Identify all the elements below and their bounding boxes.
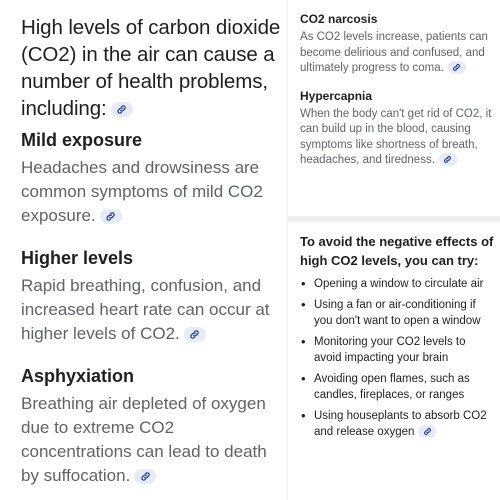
section-line: increased heart rate can occur at	[21, 300, 270, 319]
section-higher-levels	[21, 246, 287, 346]
section-mild-exposure	[21, 128, 287, 228]
condition-body	[300, 107, 492, 169]
section-title: Asphyxiation	[21, 366, 135, 386]
section-line: Rapid breathing, confusion, and	[21, 276, 262, 295]
section-line: due to extreme CO2	[21, 418, 175, 437]
condition-body	[300, 30, 492, 77]
link-icon	[443, 155, 452, 164]
link-icon	[105, 211, 116, 222]
list-item: • Using a fan or air-conditioning if you don't want to open a window	[300, 297, 494, 329]
section-title: Mild exposure	[21, 130, 143, 150]
link-icon	[452, 63, 461, 72]
link-icon	[189, 329, 200, 340]
source-link-button[interactable]	[448, 61, 466, 74]
section-line: concentrations can lead to death	[21, 442, 267, 461]
section-line-last	[21, 322, 287, 346]
list-item: • Monitoring your CO2 levels to avoid impacting your brain	[300, 334, 494, 366]
condition-body-text: When the body can't get rid of CO2, it can build up in the blood, causing symptoms like shortness of breath, headaches, and tiredness.	[300, 107, 492, 166]
source-link-button[interactable]	[418, 425, 436, 438]
prevention-heading: To avoid the negative effects of high CO2 levels, you can try:	[300, 234, 494, 268]
section-line-text: by suffocation.	[21, 466, 131, 485]
section-line-text: exposure.	[21, 206, 96, 225]
source-link-button[interactable]	[100, 209, 122, 224]
list-item: • Opening a window to circulate air	[300, 276, 494, 292]
condition-title: Hypercapnia	[300, 88, 373, 103]
section-line: Breathing air depleted of oxygen	[21, 394, 266, 413]
section-asphyxiation	[21, 364, 287, 488]
source-link-button[interactable]	[134, 469, 156, 484]
section-line: Headaches and drowsiness are	[21, 158, 260, 177]
section-line-last	[21, 204, 287, 228]
source-link-button[interactable]	[111, 102, 133, 117]
conditions-panel	[288, 0, 500, 216]
condition-title: CO2 narcosis	[300, 12, 378, 26]
prevention-list	[300, 276, 494, 440]
section-line: common symptoms of mild CO2	[21, 182, 263, 201]
section-line-last	[21, 464, 287, 488]
list-item: • Avoiding open flames, such as candles, fireplaces, or ranges	[300, 371, 494, 403]
list-item-text: Using houseplants to absorb CO2 and release oxygen	[314, 410, 487, 438]
intro-paragraph	[21, 14, 287, 122]
link-icon	[423, 427, 432, 436]
condition-body-text: As CO2 levels increase, patients can become delirious and confused, and ultimately progress to coma.	[300, 31, 488, 74]
link-icon	[116, 104, 127, 115]
intro-text: High levels of carbon dioxide (CO2) in the air can cause a number of health problems, including:	[21, 16, 281, 120]
link-icon	[140, 471, 151, 482]
source-link-button[interactable]	[184, 327, 206, 342]
prevention-panel	[288, 222, 500, 500]
section-title: Higher levels	[21, 248, 134, 268]
list-item	[300, 408, 494, 440]
source-link-button[interactable]	[439, 153, 457, 166]
section-line-text: higher levels of CO2.	[21, 324, 180, 343]
